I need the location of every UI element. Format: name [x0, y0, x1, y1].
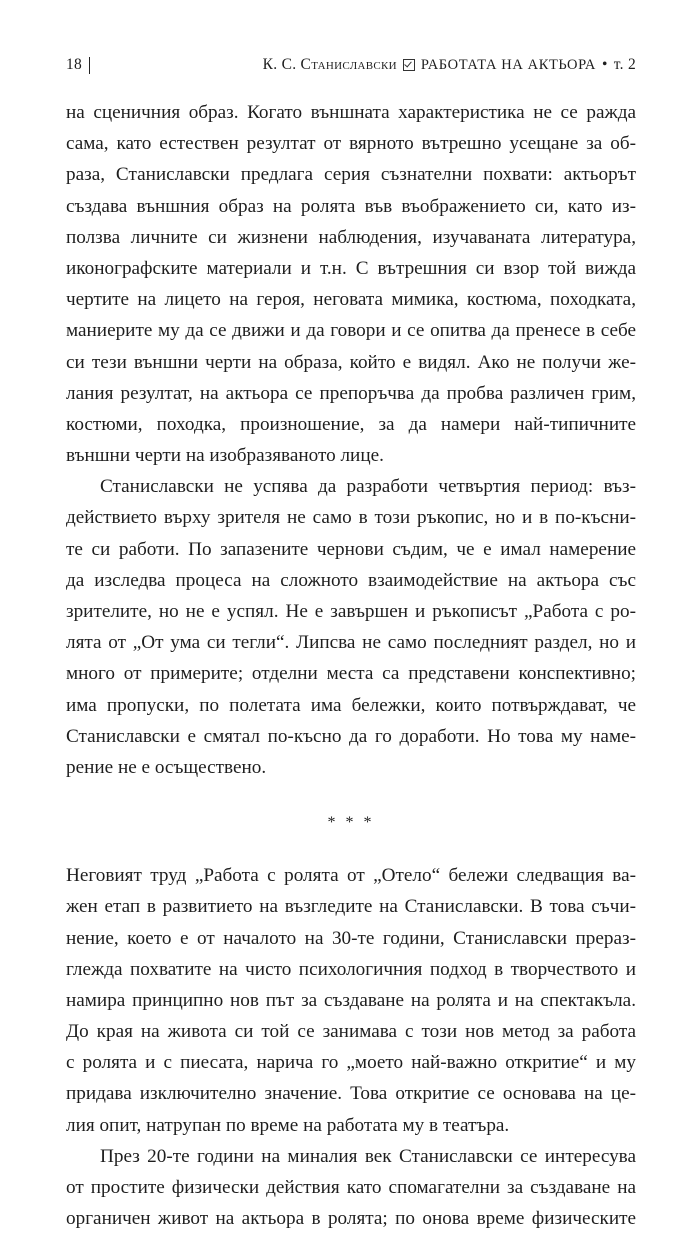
running-header	[66, 56, 636, 74]
text-line: придава изключително значение. Това откритие се основава на це-	[66, 1083, 636, 1105]
text-line: много от примерите; отделни места са представени конспективно;	[66, 663, 636, 685]
header-bullet: •	[601, 56, 608, 73]
text-line: с ролята и с пиесата, нарича го „моето най-важно откритие“ и му	[66, 1052, 636, 1074]
running-head	[263, 56, 636, 74]
text-line: от простите физически действия като спомагателни за създаване на	[66, 1177, 636, 1198]
text-line: те си работи. По запазените чернови съдим, че е имал намерение	[66, 538, 636, 560]
text-line: лята от „От ума си тегли“. Липсва не само последният раздел, но и	[66, 632, 636, 654]
text-line: костюми, походка, произношение, за да намери най-типичните	[66, 413, 636, 435]
text-line: Станиславски не успява да разработи четвъртия период: въз-	[100, 476, 636, 498]
checkbox-icon	[403, 59, 415, 71]
text-line: Неговият труд „Работа с ролята от „Отело“ бележи следващия ва-	[66, 865, 636, 887]
header-book-title: РАБОТАТА НА АКТЬОРА	[420, 56, 596, 73]
text-line: сама, като естествен резултат от вярното вътрешно усещане за об-	[66, 133, 636, 155]
text-line: действието върху зрителя не само в този ръкопис, но и в по-късни-	[66, 507, 636, 529]
text-line: създава външния образ на ролята във въображението си, като из-	[66, 195, 636, 217]
text-block-before	[66, 97, 636, 783]
section-separator: * * *	[327, 814, 375, 832]
text-line: органичен живот на актьора в ролята; по онова време физическите	[66, 1208, 636, 1230]
text-line: ползва личните си жизнени наблюдения, изучаваната литература,	[66, 226, 636, 248]
text-line: на сценичния образ. Когато външната характеристика не се ражда	[66, 102, 636, 123]
paragraph	[66, 1141, 636, 1234]
page-number-block	[66, 56, 90, 74]
text-line: иконографските материали и т.н. С вътрешния си взор той вижда	[66, 257, 636, 279]
text-line: нение, което е от началото на 30-те години, Станиславски прераз-	[66, 927, 636, 949]
paragraph	[66, 860, 636, 1141]
paragraph	[66, 471, 636, 783]
text-line: раза, Станиславски предлага серия съзнателни похвати: актьорът	[66, 164, 636, 186]
text-line: До края на живота си той се занимава с този нов метод за работа	[66, 1021, 636, 1043]
text-line: има пропуски, по полетата има бележки, които потвърждават, че	[66, 694, 636, 716]
text-block-after	[66, 860, 636, 1234]
text-line: си тези външни черти на образа, който е видял. Ако не получи же-	[66, 351, 636, 373]
page-number: 18	[66, 56, 83, 73]
page-body	[66, 97, 636, 1234]
text-line: Станиславски е смятал по-късно да го доработи. Но това му наме-	[66, 725, 636, 747]
header-volume: т. 2	[613, 56, 636, 73]
text-line: зрителите, но не е успял. Не е завършен и ръкописът „Работа с ро-	[66, 601, 636, 622]
text-line: жен етап в развитието на възгледите на Станиславски. В това съчи-	[66, 896, 636, 918]
text-line: През 20-те години на миналия век Станиславски се интересува	[100, 1145, 636, 1167]
text-line: да изследва процеса на сложното взаимодействие на актьора със	[66, 569, 636, 591]
text-line: намира принципно нов път за създаване на ролята и на спектакъла.	[66, 989, 636, 1011]
text-line: чертите на лицето на героя, неговата мимика, костюма, походката,	[66, 289, 636, 311]
text-line: външни черти на изобразяваното лице.	[66, 445, 384, 467]
header-divider	[89, 57, 90, 74]
text-line: лия опит, натрупан по време на работата му в театъра.	[66, 1114, 510, 1136]
text-line: маниерите му да се движи и да говори и се опитва да пренесе в себе	[66, 320, 636, 342]
header-author: К. С. Станиславски	[262, 56, 397, 73]
paragraph	[66, 97, 636, 471]
text-line: рение не е осъществено.	[66, 756, 267, 778]
text-line: глежда похватите на чисто психологичния подход в творчеството и	[66, 958, 636, 980]
text-line: лания резултат, на актьора се препоръчва да пробва различен грим,	[66, 382, 636, 404]
